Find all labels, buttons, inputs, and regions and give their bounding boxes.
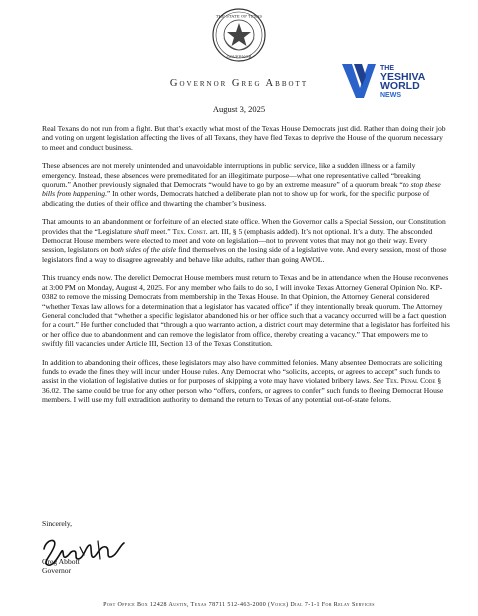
footer-address: Post Office Box 12428 Austin, Texas 78711 512-463-2000 (Voice) Dial 7-1-1 For Relay Services — [103, 602, 375, 608]
yeshiva-world-news-logo-text — [380, 64, 425, 100]
signer-title: Governor — [42, 566, 72, 576]
signer-name: Greg Abbott — [42, 557, 80, 566]
letter-body — [42, 124, 450, 414]
logo-line-world: WORLD — [380, 80, 420, 92]
svg-text:GOVERNOR: GOVERNOR — [226, 54, 252, 59]
logo-line-the: THE — [380, 65, 394, 72]
letter-date: August 3, 2025 — [212, 104, 266, 114]
closing: Sincerely, — [42, 519, 73, 528]
paragraph-2: These absences are not merely unintended and unavoidable interruptions in public service, like a sudden illness or a family emergency. Instead, these absences were premeditated for an illegitimate purpose—what one representative called “breaking quorum.” Another previously signaled that Democrats “would have to go by an extreme measure” of a quorum break “to stop these bills from happening.” In other words, Democrats hatched a deliberate plan not to show up for work, for the specific purpose of abdicating the duties of their office and thwarting the chamber’s business. — [42, 161, 441, 208]
paragraph-5: In addition to abandoning their offices, these legislators may also have committed felonies. Many absentee Democrats are soliciting funds to evade the fines they will incur under House rules. Any Democrat who “solicits, accepts, or agrees to accept” such funds to assist in the violation of legislative duties or for purposes of skipping a vote may have violated bribery laws. See Tex. Penal Code § 36.02. The same could be true for any other person who “offers, confers, or agrees to confer” such funds to fleeing Democrat House members. I will use my full extradition authority to demand the return to Texas of any potential out-of-state felons. — [42, 357, 444, 405]
paragraph-4: This truancy ends now. The derelict Democrat House members must return to Texas and be in attendance when the House reconvenes at 3:00 PM on Monday, August 4, 2025. For any member who fails to do so, I will invoke Texas Attorney General Opinion No. KP-0382 to remove the missing Democrats from membership in the Texas House. In that Opinion, the Attorney General considered “whether Texas law allows for a determination that a legislator has vacated office” if they intentionally break quorum. The Attorney General concluded that “whether a specific legislator abandoned his or her office such that a vacancy occurred will be a fact question for a court.” He further concluded that “through a quo warranto action, a district court may determine that a legislator has forfeited his or her office due to abandonment and can remove the legislator from office, thereby creating a vacancy.” That empowers me to swiftly fill vacancies under Article III, Section 13 of the Texas Constitution. — [42, 273, 450, 349]
letterhead-title: Governor Greg Abbott — [169, 78, 309, 89]
svg-text:THE STATE OF TEXAS: THE STATE OF TEXAS — [215, 13, 263, 19]
paragraph-1: Real Texans do not run from a fight. But that’s exactly what most of the Texas House Democrats just did. Rather than doing their job and voting on urgent legislation affecting the lives of all Texans, they have fled Texas to deprive the House of the quorum necessary to meet and conduct business. — [42, 124, 446, 152]
signer-block — [42, 557, 80, 576]
paragraph-3: That amounts to an abandonment or forfeiture of an elected state office. When the Governor calls a Special Session, our Constitution provides that the “Legislature shall meet.” Tex. Const. art. III, § 5 (emphasis added). It’s not optional. It’s a duty. The absconded Democrat House members were elected to meet and vote on legislation—not to prevent votes that may not go their way. Every session, legislators on both sides of the aisle find themselves on the losing side of a legislative vote. And every session, most of those legislators find a way to disagree agreeably and behave like adults, rather than going AWOL. — [42, 217, 447, 264]
texas-state-seal-icon — [212, 8, 266, 62]
logo-line-news: NEWS — [380, 92, 401, 99]
logo-line-yeshiva: YESHIVA — [380, 71, 426, 83]
